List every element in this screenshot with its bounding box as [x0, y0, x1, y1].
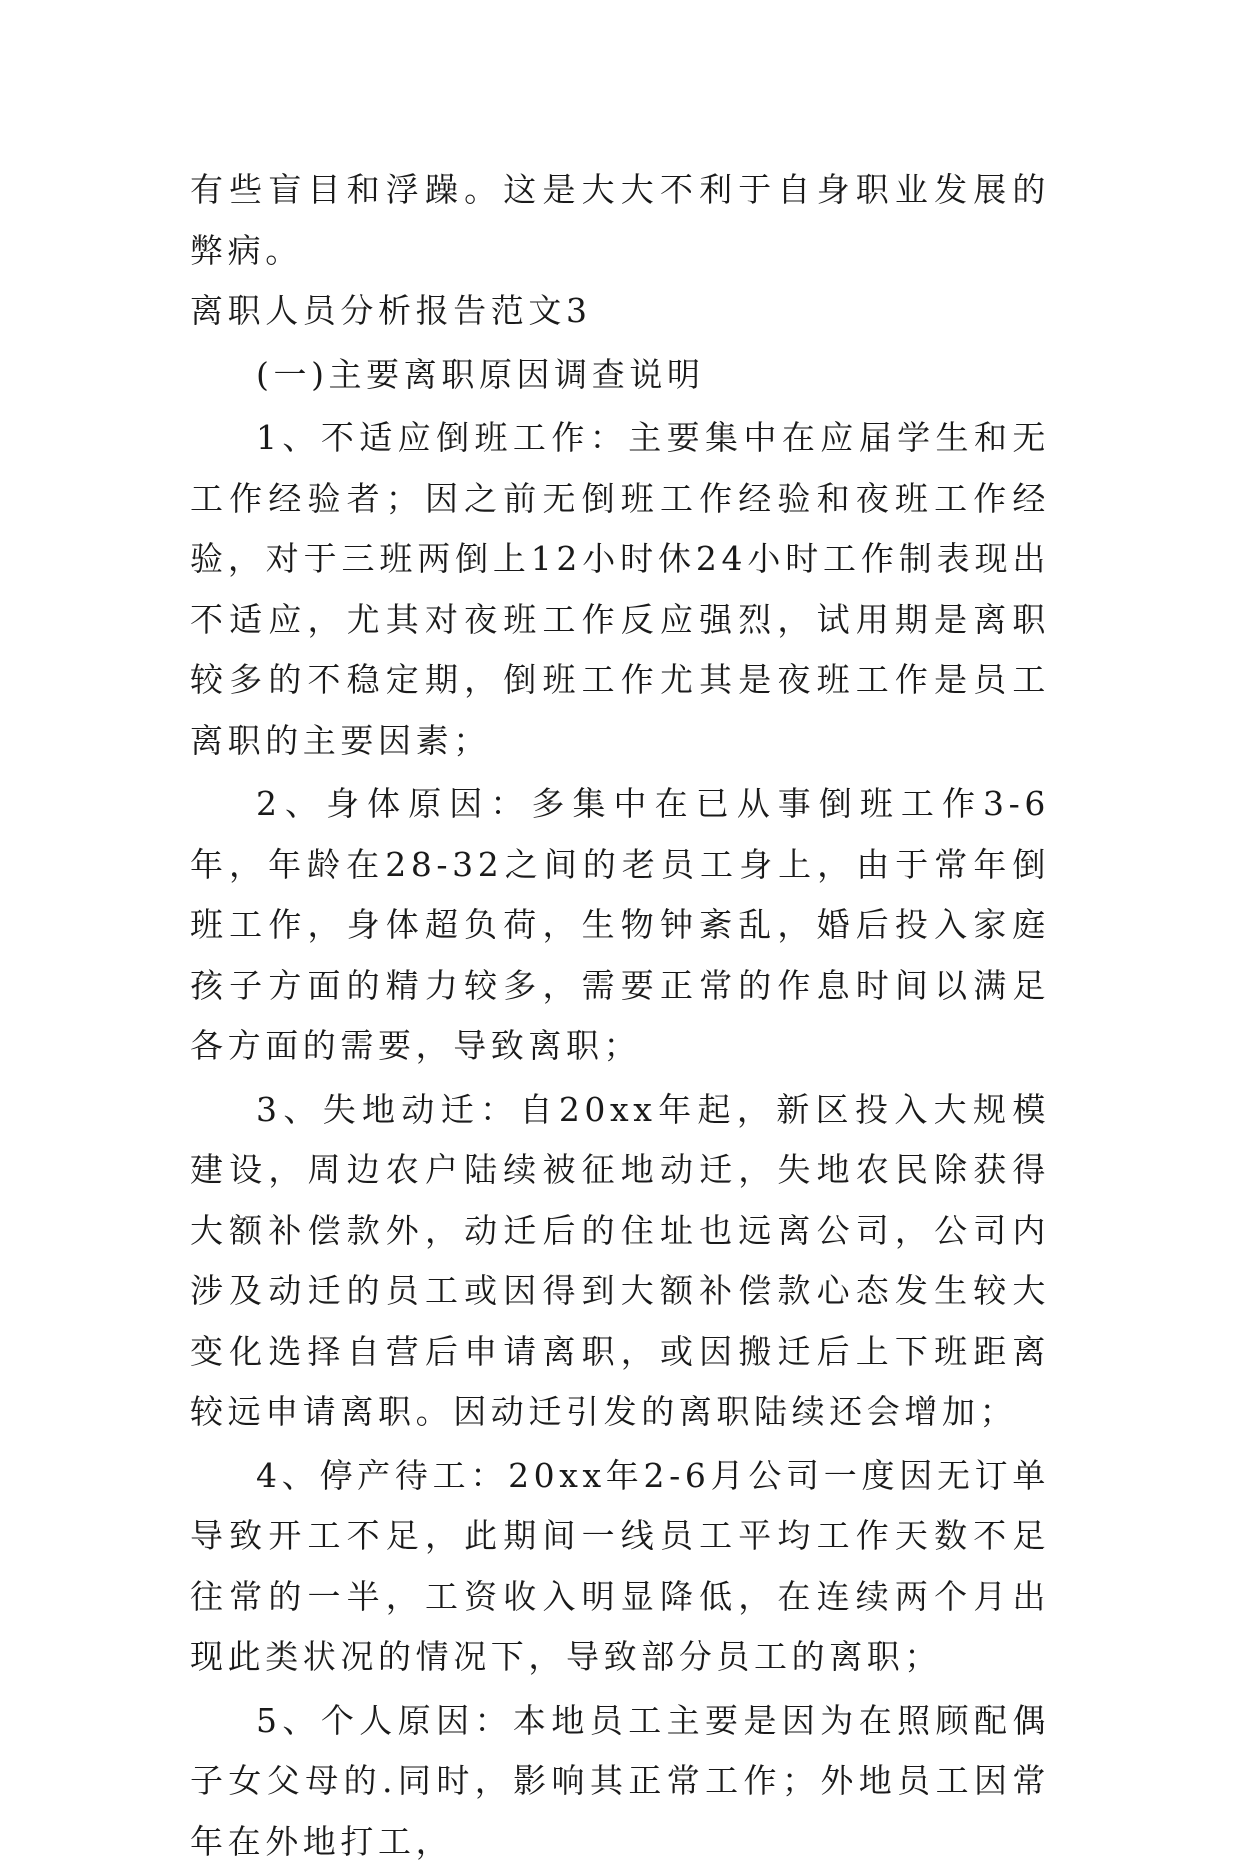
paragraph-reason-1: 1、不适应倒班工作：主要集中在应届学生和无工作经验者；因之前无倒班工作经验和夜班工作经验，对于三班两倒上12小时休24小时工作制表现出不适应，尤其对夜班工作反应强烈，试用期是离职较多的不稳定期，倒班工作尤其是夜班工作是员工离职的主要因素；	[190, 408, 1050, 771]
paragraph-reason-2: 2、身体原因：多集中在已从事倒班工作3-6年，年龄在28-32之间的老员工身上，由于常年倒班工作，身体超负荷，生物钟紊乱，婚后投入家庭孩子方面的精力较多，需要正常的作息时间以满足各方面的需要，导致离职；	[190, 774, 1050, 1077]
paragraph-reason-5: 5、个人原因：本地员工主要是因为在照顾配偶子女父母的.同时，影响其正常工作；外地员工因常年在外地打工，	[190, 1691, 1050, 1872]
paragraph-reason-4: 4、停产待工：20xx年2-6月公司一度因无订单导致开工不足，此期间一线员工平均工作天数不足往常的一半，工资收入明显降低，在连续两个月出现此类状况的情况下，导致部分员工的离职；	[190, 1446, 1050, 1688]
paragraph-continuation: 有些盲目和浮躁。这是大大不利于自身职业发展的弊病。	[190, 160, 1050, 281]
document-body	[190, 160, 1050, 1872]
subsection-heading: (一)主要离职原因调查说明	[190, 345, 1050, 406]
section-heading: 离职人员分析报告范文3	[190, 281, 1050, 342]
paragraph-reason-3: 3、失地动迁：自20xx年起，新区投入大规模建设，周边农户陆续被征地动迁，失地农民除获得大额补偿款外，动迁后的住址也远离公司，公司内涉及动迁的员工或因得到大额补偿款心态发生较大变化选择自营后申请离职，或因搬迁后上下班距离较远申请离职。因动迁引发的离职陆续还会增加；	[190, 1080, 1050, 1443]
